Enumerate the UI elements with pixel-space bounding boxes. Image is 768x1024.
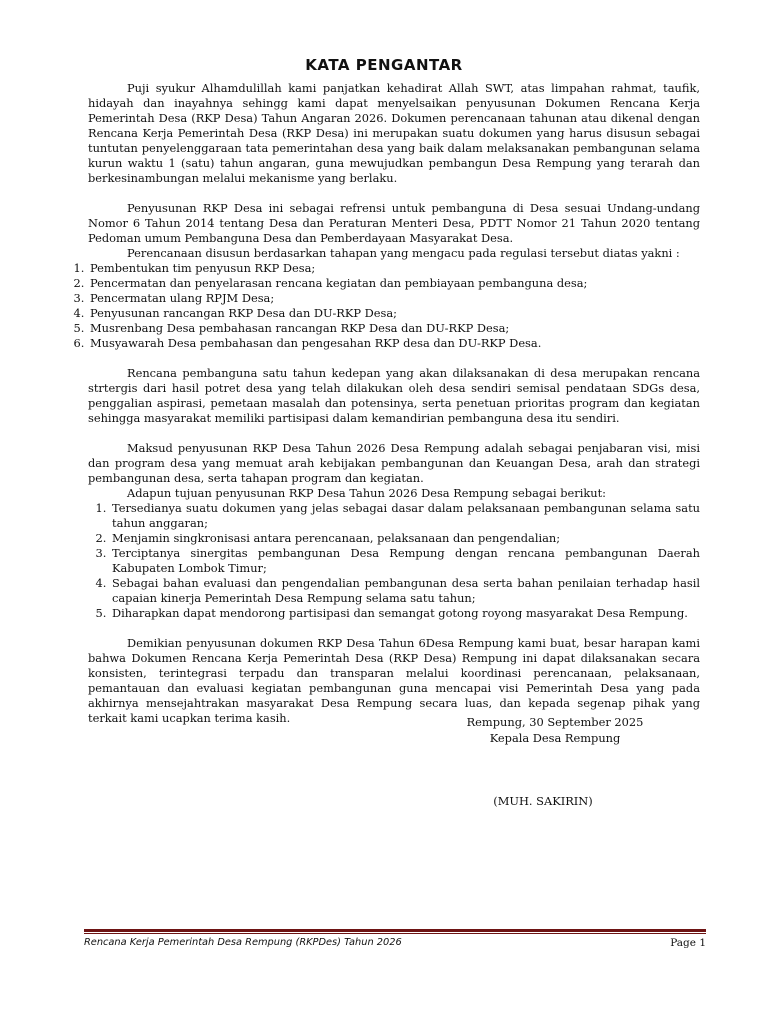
list-item: 6. Musyawarah Desa pembahasan dan pengesahan RKP desa dan DU-RKP Desa.	[88, 336, 700, 351]
signer-name: (MUH. SAKIRIN)	[493, 794, 593, 808]
document-body	[88, 81, 700, 726]
paragraph-intro: Puji syukur Alhamdulillah kami panjatkan kehadirat Allah SWT, atas limpahan rahmat, taufik, hidayah dan inayahnya sehingg kami dapat menyelsaikan penyusunan Dokumen Rencana Kerja Pemerintah Desa (RKP Desa) Tahun Angaran 2026. Dokumen perencanaan tahunan atau dikenal dengan Rencana Kerja Pemerintah Desa (RKP Desa) ini merupakan suatu dokumen yang harus disusun sebagai tuntutan penyelenggaraan tata pemerintahan desa yang baik dalam melaksanakan pembangunan selama kurun waktu 1 (satu) tahun angaran, guna mewujudkan pembangun Desa Rempung yang terarah dan berkesinambungan melalui mekanisme yang berlaku.	[88, 81, 700, 185]
paragraph-purpose: Maksud penyusunan RKP Desa Tahun 2026 Desa Rempung adalah sebagai penjabaran visi, misi dan program desa yang memuat arah kebijakan pembangunan dan Keuangan Desa, arah dan strategi pembangunan desa, serta tahapan program dan kegiatan.	[88, 441, 700, 485]
footer-title: Rencana Kerja Pemerintah Desa Rempung (RKPDes) Tahun 2026	[84, 937, 402, 948]
paragraph-plan: Rencana pembanguna satu tahun kedepan yang akan dilaksanakan di desa merupakan rencana strtergis dari hasil potret desa yang telah dilakukan oleh desa sendiri semisal pendataan SDGs desa, penggalian aspirasi, pemetaan masalah dan potensinya, serta penetuan prioritas program dan kegiatan sehingga masyarakat memiliki partisipasi dalam kemandirian pembanguna desa itu sendiri.	[88, 366, 700, 425]
list-item: 5. Musrenbang Desa pembahasan rancangan RKP Desa dan DU-RKP Desa;	[88, 321, 700, 336]
paragraph-closing: Demikian penyusunan dokumen RKP Desa Tahun 6Desa Rempung kami buat, besar harapan kami bahwa Dokumen Rencana Kerja Pemerintah Desa (RKP Desa) Rempung ini dapat dilaksanakan secara konsisten, terintegrasi terpadu dan transparan melalui koordinasi perencanaan, pelaksanaan, pemantauan dan evaluasi kegiatan pembangunan guna mencapai visi Pemerintah Desa yang pada akhirnya mensejahtrakan masyarakat Desa Rempung secara luas, dan kepada segenap pihak yang terkait kami ucapkan terima kasih.	[88, 636, 700, 725]
list-item: 2. Pencermatan dan penyelarasan rencana kegiatan dan pembiayaan pembanguna desa;	[88, 276, 700, 291]
signer-title: Kepala Desa Rempung	[489, 731, 621, 745]
objectives-list	[88, 501, 700, 621]
list-item: 1. Tersedianya suatu dokumen yang jelas sebagai dasar dalam pelaksanaan pembangunan selama satu tahun anggaran;	[110, 501, 700, 531]
stages-list	[66, 261, 700, 351]
spacer	[88, 426, 700, 441]
paragraph-objectives-intro: Adapun tujuan penyusunan RKP Desa Tahun 2026 Desa Rempung sebagai berikut:	[127, 486, 606, 500]
paragraph-reference: Penyusunan RKP Desa ini sebagai refrensi untuk pembanguna di Desa sesuai Undang-undang Nomor 6 Tahun 2014 tentang Desa dan Peraturan Menteri Desa, PDTT Nomor 21 Tahun 2020 tentang Pedoman umum Pembanguna Desa dan Pemberdayaan Masyarakat Desa.	[88, 201, 700, 245]
list-item: 2. Menjamin singkronisasi antara perencanaan, pelaksanaan dan pengendalian;	[110, 531, 700, 546]
signature-block	[460, 714, 650, 746]
spacer	[88, 351, 700, 366]
footer-rule	[84, 929, 706, 932]
list-item: 4. Sebagai bahan evaluasi dan pengendalian pembangunan desa serta bahan penilaian terhadap hasil capaian kinerja Pemerintah Desa Rempung selama satu tahun;	[110, 576, 700, 606]
list-item: 5. Diharapkan dapat mendorong partisipasi dan semangat gotong royong masyarakat Desa Rempung.	[110, 606, 700, 621]
list-item: 3. Pencermatan ulang RPJM Desa;	[88, 291, 700, 306]
list-item: 1. Pembentukan tim penyusun RKP Desa;	[88, 261, 700, 276]
paragraph-stages-intro: Perencanaan disusun berdasarkan tahapan yang mengacu pada regulasi tersebut diatas yakni :	[127, 246, 680, 260]
list-item: 3. Terciptanya sinergitas pembangunan Desa Rempung dengan rencana pembangunan Daerah Kabupaten Lombok Timur;	[110, 546, 700, 576]
footer-rule-thin	[84, 933, 706, 934]
list-item: 4. Penyusunan rancangan RKP Desa dan DU-RKP Desa;	[88, 306, 700, 321]
spacer	[88, 186, 700, 201]
place-date: Rempung, 30 September 2025	[466, 715, 644, 729]
spacer	[88, 621, 700, 636]
page-number: Page 1	[670, 937, 706, 949]
page-title: KATA PENGANTAR	[305, 56, 463, 74]
